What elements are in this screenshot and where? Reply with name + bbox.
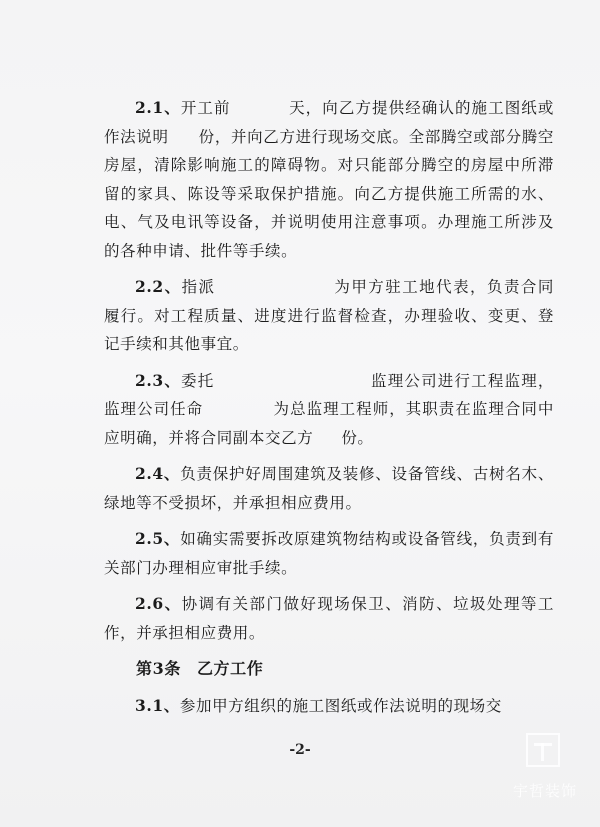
article-title: 乙方工作 [196, 659, 264, 678]
clause-number: 2.6、 [135, 594, 182, 613]
contract-body [104, 94, 554, 728]
clause-text: 负责保护好周围建筑及装修、设备管线、古树名木、绿地等不受损坏，并承担相应费用。 [104, 465, 554, 512]
watermark [504, 733, 586, 801]
clause-number: 2.3、 [135, 370, 182, 390]
clause-text: 为甲方驻工地代表，负责合同履行。对工程质量、进度进行监督检查，办理验收、变更、登记手续和其他事宜。 [104, 278, 554, 353]
clause-number: 3.1、 [135, 695, 180, 715]
clause-2-4 [104, 460, 554, 517]
clause-number: 2.2、 [135, 277, 182, 296]
clause-text: 份，并向乙方进行现场交底。全部腾空或部分腾空房屋，清除影响施工的障碍物。对只能部分腾空的房屋中所滞留的家具、陈设等采取保护措施。向乙方提供施工所需的水、电、气及电讯等设备，并说明使用注意事项。办理施工所涉及的各种申请、批件等手续。 [104, 127, 555, 260]
clause-number: 2.5、 [135, 529, 181, 548]
clause-text: 份。 [341, 428, 374, 447]
page-number: -2- [289, 742, 311, 758]
clause-text: 监理公司进行工程监理，监理公司任命 [104, 371, 555, 418]
clause-3-1 [104, 692, 554, 721]
clause-2-6 [104, 590, 554, 647]
clause-number: 2.1、 [135, 98, 181, 117]
clause-2-2 [104, 273, 554, 359]
clause-text: 如确实需要拆改原建筑物结构或设备管线，负责到有关部门办理相应审批手续。 [104, 530, 554, 577]
clause-2-1 [104, 94, 554, 265]
clause-text: 参加甲方组织的施工图纸或作法说明的现场交 [179, 696, 502, 715]
clause-text: 开工前 [180, 99, 231, 117]
clause-number: 2.4、 [135, 464, 181, 483]
article-label: 第3条 [136, 659, 181, 678]
clause-text: 协调有关部门做好现场保卫、消防、垃圾处理等工作，并承担相应费用。 [104, 595, 555, 642]
clause-text: 为总监理工程师，其职责在监理合同中应明确，并将合同副本交乙方 [104, 400, 555, 447]
clause-text: 天，向乙方提供经确认的施工图纸或作法说明 [104, 99, 554, 146]
article-3-heading [104, 655, 554, 684]
clause-2-5 [104, 525, 554, 582]
watermark-text: 宇哲装饰 [512, 782, 577, 800]
clause-text: 指派 [181, 278, 216, 296]
clause-2-3 [104, 367, 554, 453]
zy-logo-icon [526, 733, 560, 767]
clause-text: 委托 [181, 371, 215, 390]
